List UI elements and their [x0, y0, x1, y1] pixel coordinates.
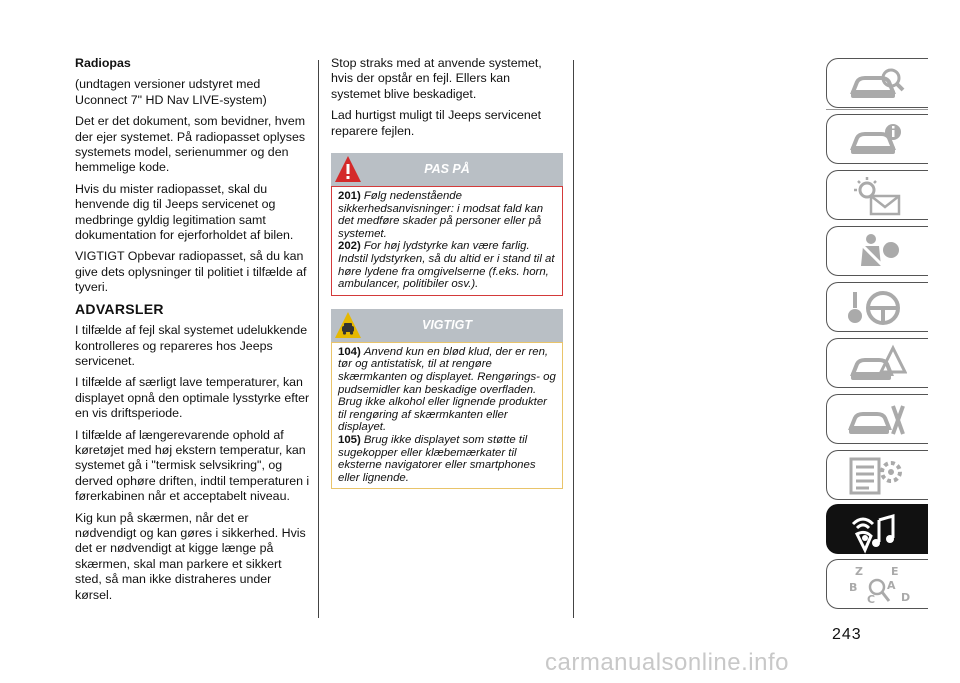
- svg-text:A: A: [887, 579, 896, 592]
- paragraph: Stop straks med at anvende systemet, hvis der opstår en fejl. Ellers kan systemet blive beskadiget.: [331, 56, 542, 101]
- paragraph: I tilfælde af længerevarende ophold af køretøjet med høj ekstern temperatur, kan systemet gå i "termisk selvsikring", og derved ophøre driften, indtil temperaturen i førerkabinen når et acceptabelt niveau.: [75, 427, 310, 504]
- tab-starting-driving[interactable]: [826, 282, 928, 332]
- important-box: [331, 309, 563, 490]
- car-service-tools-icon: [847, 400, 907, 440]
- tab-car-info[interactable]: [826, 114, 928, 164]
- entry-text: For høj lydstyrke kan være farlig. Indstil lydstyrken, så du altid er i stand til at høre lydene fra omgivelserne (f.eks. horn, ambulancer, politibiler osv.).: [338, 240, 555, 291]
- entry-text: Anvend kun en blød klud, der er ren, tør og antistatisk, til at rengøre skærmkanten og displayet. Rengørings- og pudsemidler kan beskadige overfladen. Brug ikke alkohol eller lignende produkter til rengøring af skærmkanten eller displayet.: [338, 345, 556, 434]
- warning-box-header: [331, 153, 563, 186]
- steering-wheel-key-icon: [847, 288, 907, 328]
- paragraph: I tilfælde af fejl skal systemet udelukkende kontrolleres og repareres hos Jeeps servicenet.: [75, 323, 308, 368]
- car-emergency-icon: [847, 344, 907, 384]
- middle-column: [331, 56, 563, 489]
- car-info-icon: [847, 120, 907, 160]
- paragraph: VIGTIGT Opbevar radiopasset, så du kan give dets oplysninger til politiet i tilfælde af tyveri.: [75, 249, 307, 295]
- important-box-header: [331, 309, 563, 342]
- entry-number: 202): [338, 240, 361, 253]
- paragraph: (undtagen versioner udstyret med Uconnect 7" HD Nav LIVE-system): [75, 77, 267, 107]
- svg-text:E: E: [891, 565, 899, 578]
- warning-box-body: [331, 186, 563, 296]
- left-column: [75, 56, 311, 609]
- section-heading-radiopas: Radiopas: [75, 56, 131, 70]
- tab-technical-data[interactable]: [826, 450, 928, 500]
- svg-text:B: B: [849, 581, 858, 594]
- tab-servicing[interactable]: [826, 394, 928, 444]
- warning-box: [331, 153, 563, 296]
- seatbelt-safety-icon: [847, 232, 907, 272]
- paragraph: I tilfælde af særligt lave temperaturer, kan displayet opnå den optimale lysstyrke efter en vis driftsperiode.: [75, 375, 310, 421]
- tab-car-search[interactable]: [826, 58, 928, 108]
- important-entry: [338, 434, 557, 484]
- entry-text: Følg nedenstående sikkerhedsanvisninger: i modsat fald kan det medføre skader på personer eller på systemet.: [338, 190, 544, 240]
- tab-warning-lights[interactable]: [826, 170, 928, 220]
- index-letters-icon: [847, 565, 913, 611]
- column-divider: [318, 60, 319, 618]
- entry-number: 201): [338, 190, 361, 203]
- page-number: 243: [832, 626, 862, 643]
- tab-multimedia[interactable]: [826, 504, 928, 554]
- warning-box-title: PAS PÅ: [424, 162, 470, 177]
- section-heading-advarsler: ADVARSLER: [75, 300, 164, 317]
- warning-lights-message-icon: [847, 176, 907, 216]
- svg-text:D: D: [901, 591, 911, 604]
- warning-entry: [338, 190, 557, 240]
- tab-separator: [826, 109, 928, 110]
- svg-text:C: C: [867, 593, 876, 606]
- entry-number: 104): [338, 345, 361, 358]
- technical-data-icon: [847, 456, 907, 496]
- svg-text:Z: Z: [855, 565, 863, 578]
- paragraph: Kig kun på skærmen, når det er nødvendigt og kan gøres i sikkerhed. Hvis det er nødvendigt at kigge længe på skærmen, skal man parkere et sikkert sted, så man ikke distraheres under kørsel.: [75, 510, 306, 602]
- tab-safety[interactable]: [826, 226, 928, 276]
- entry-number: 105): [338, 433, 361, 446]
- tab-emergency[interactable]: [826, 338, 928, 388]
- car-search-icon: [847, 64, 907, 104]
- important-box-title: VIGTIGT: [422, 317, 472, 332]
- tab-index[interactable]: [826, 559, 928, 609]
- column-divider: [573, 60, 574, 618]
- multimedia-icon: [847, 510, 907, 554]
- warning-entry: [338, 240, 557, 290]
- paragraph: Det er det dokument, som bevidner, hvem der ejer systemet. På radiopasset oplyses systemets model, serienummer og den hemmelige kode.: [75, 114, 306, 175]
- paragraph: Hvis du mister radiopasset, skal du henvende dig til Jeeps servicenet og medbringe gyldig legitimation samt dokumentation for ejerforholdet af bilen.: [75, 181, 294, 243]
- important-entry: [338, 346, 557, 434]
- paragraph: Lad hurtigst muligt til Jeeps servicenet reparere fejlen.: [331, 108, 542, 138]
- watermark: carmanualsonline.info: [545, 649, 789, 676]
- entry-text: Brug ikke displayet som støtte til sugekopper eller klæbemærkater til eksterne navigatorer eller smartphones eller lignende.: [338, 433, 536, 484]
- important-box-body: [331, 342, 563, 490]
